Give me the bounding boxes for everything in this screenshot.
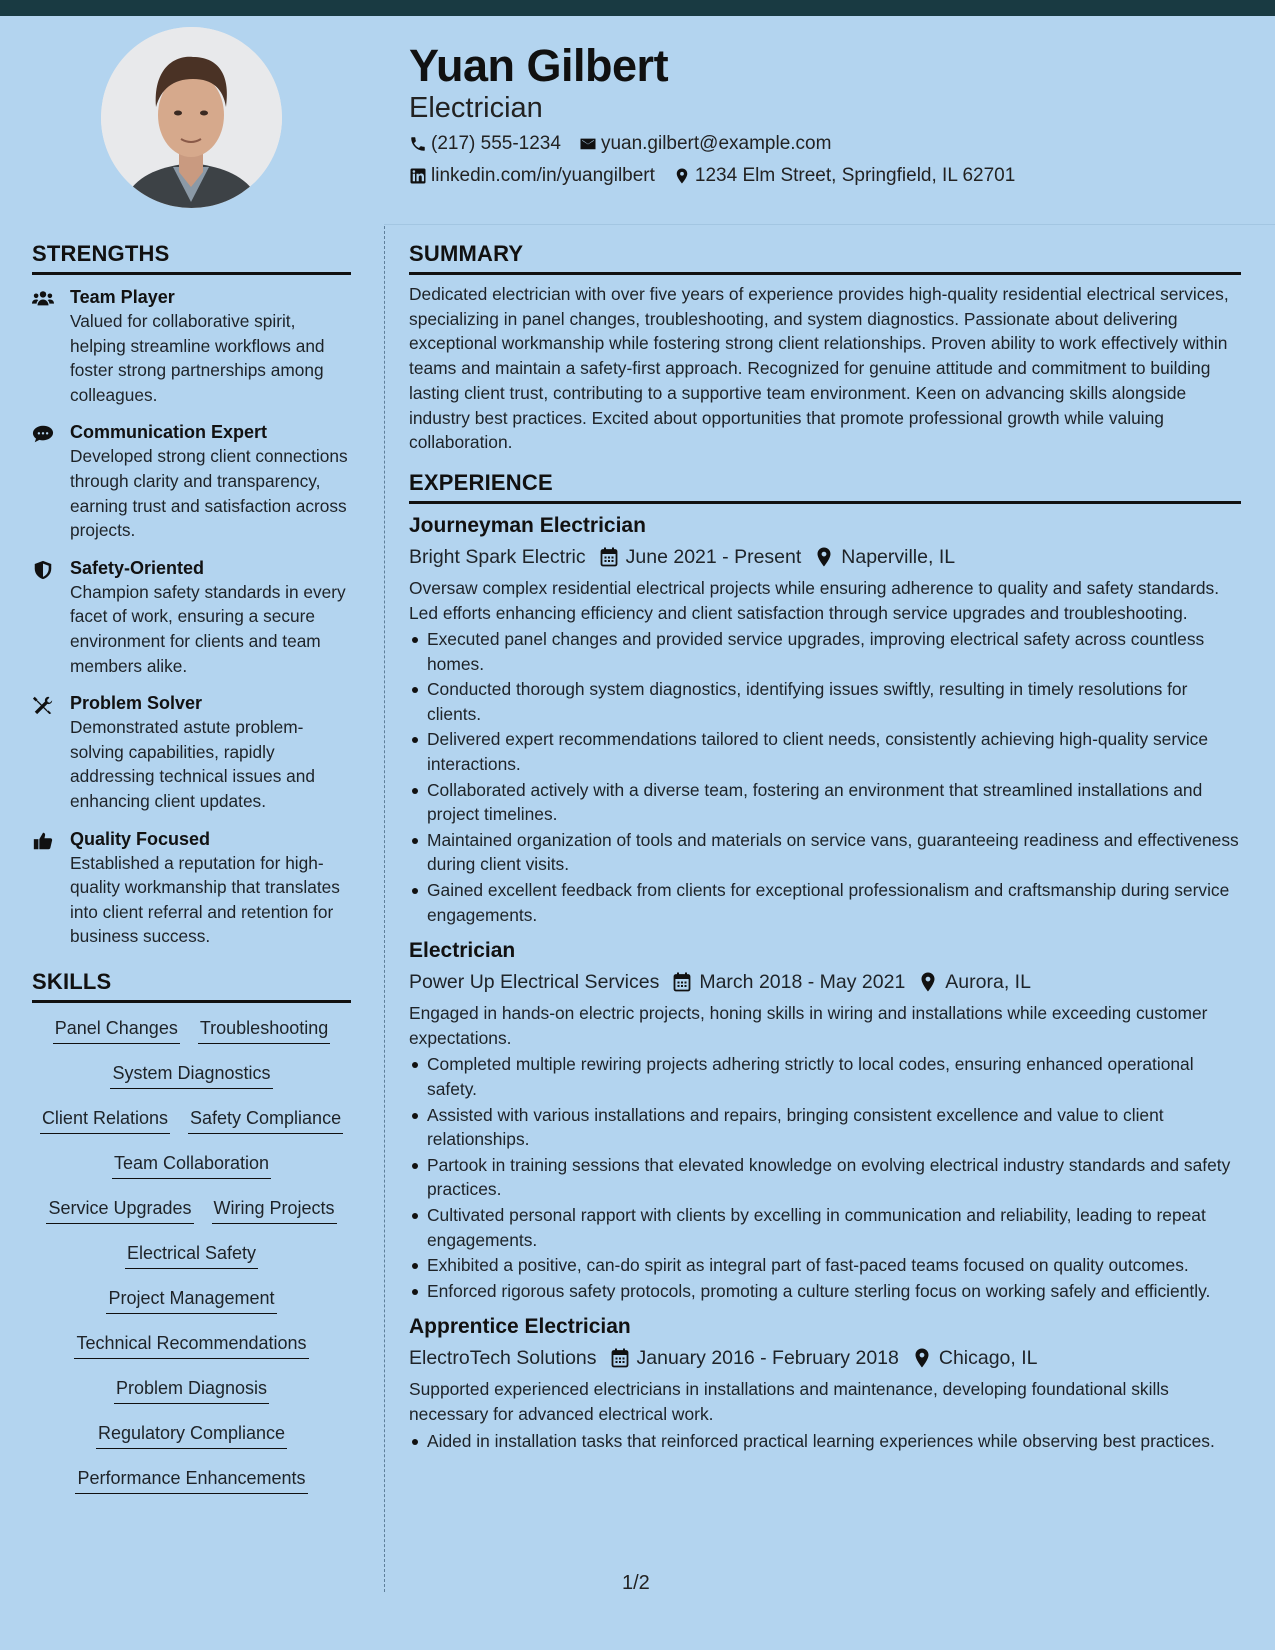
summary-text: Dedicated electrician with over five years of experience provides high-quality residential electrical services, specializing in panel changes, troubleshooting, and system diagnostics. Passionate about delivering exceptional workmanship while fostering strong client relationships. Proven ability to work effectively within teams and maintain a safety-first approach. Recognized for genuine attitude and commitment to building lasting client trust, contributing to a supportive team environment. Keen on advancing skills alongside industry best practices. Excited about opportunities that promote professional growth while valuing collaboration.	[409, 284, 1229, 453]
skill-tag: Regulatory Compliance	[96, 1422, 287, 1449]
contact-email[interactable]	[579, 133, 832, 155]
job-bullets	[409, 627, 1241, 927]
header-divider	[384, 224, 1275, 225]
bullet-item: Conducted thorough system diagnostics, identifying issues swiftly, resulting in timely resolutions for clients.	[409, 677, 1241, 726]
linkedin-text: linkedin.com/in/yuangilbert	[431, 165, 655, 186]
bullet-item: Enforced rigorous safety protocols, promoting a culture sterling focus on working safely and efficiently.	[409, 1279, 1241, 1304]
strengths-list	[32, 285, 351, 949]
job-title: Electrician	[409, 939, 516, 963]
experience-heading: EXPERIENCE	[409, 469, 1241, 504]
email-text: yuan.gilbert@example.com	[600, 133, 832, 154]
column-divider	[384, 226, 385, 1592]
bullet-item: Completed multiple rewiring projects adhering strictly to local codes, ensuring enhanced operational safety.	[409, 1052, 1241, 1101]
phone-text: (217) 555-1234	[431, 133, 561, 154]
phone-icon	[409, 135, 427, 153]
job-bullets	[409, 1052, 1241, 1303]
top-bar	[0, 0, 1275, 16]
skill-tag: Performance Enhancements	[75, 1467, 307, 1494]
contact-row-1	[409, 133, 849, 155]
strength-desc: Demonstrated astute problem-solving capabilities, rapidly addressing technical issues and enhancing client updates.	[70, 717, 315, 811]
profile-photo	[101, 27, 282, 208]
skill-line	[32, 1017, 351, 1062]
job-title: Apprentice Electrician	[409, 1315, 631, 1339]
job-meta	[409, 969, 1241, 995]
skill-tag: Problem Diagnosis	[114, 1377, 269, 1404]
job-meta	[409, 544, 1241, 570]
skill-line	[32, 1242, 351, 1287]
job-company: ElectroTech Solutions	[409, 1347, 597, 1370]
page-number: 1/2	[622, 1572, 650, 1594]
address-text: 1234 Elm Street, Springfield, IL 62701	[694, 165, 1016, 186]
skill-tag: Safety Compliance	[188, 1107, 343, 1134]
envelope-icon	[579, 135, 597, 153]
job-dates: January 2016 - February 2018	[636, 1347, 899, 1370]
skill-tag: Troubleshooting	[198, 1017, 330, 1044]
skill-line	[32, 1062, 351, 1107]
users-icon	[32, 285, 70, 407]
skill-tag: Service Upgrades	[46, 1197, 193, 1224]
contact-row-2	[409, 165, 1033, 187]
strength-name: Problem Solver	[70, 693, 203, 714]
skills-heading: SKILLS	[32, 968, 351, 1003]
job-meta	[409, 1345, 1241, 1371]
skill-line	[32, 1377, 351, 1422]
contact-linkedin[interactable]	[409, 165, 655, 187]
bullet-item: Maintained organization of tools and materials on service vans, guaranteeing readiness and effectiveness during client visits.	[409, 828, 1241, 877]
job-title: Journeyman Electrician	[409, 513, 646, 537]
shield-icon	[32, 556, 70, 678]
summary-heading: SUMMARY	[409, 240, 1241, 275]
thumbs-up-icon	[32, 827, 70, 949]
strength-name: Quality Focused	[70, 828, 211, 849]
strength-item	[32, 827, 351, 949]
strength-item	[32, 556, 351, 678]
skill-tag: Electrical Safety	[125, 1242, 258, 1269]
job-location: Naperville, IL	[841, 545, 956, 568]
job-location: Chicago, IL	[938, 1347, 1038, 1370]
skill-line	[32, 1467, 351, 1512]
skill-tag: Project Management	[106, 1287, 276, 1314]
skill-tag: System Diagnostics	[110, 1062, 272, 1089]
map-marker-icon	[913, 1348, 931, 1368]
job-entry	[409, 512, 1241, 927]
strength-item	[32, 691, 351, 813]
job-entry	[409, 1313, 1241, 1453]
skill-line	[32, 1152, 351, 1197]
job-description: Oversaw complex residential electrical projects while ensuring adherence to quality and safety standards. Led efforts enhancing efficiency and client satisfaction through service upgrades and troubleshooting.	[409, 577, 1220, 623]
calendar-icon	[611, 1348, 629, 1368]
bullet-item: Executed panel changes and provided service upgrades, improving electrical safety across countless homes.	[409, 627, 1241, 676]
skills-list	[32, 1017, 351, 1512]
map-marker-icon	[815, 547, 833, 567]
candidate-name: Yuan Gilbert	[409, 40, 669, 91]
job-location: Aurora, IL	[945, 971, 1031, 994]
skill-line	[32, 1197, 351, 1242]
job-company: Bright Spark Electric	[409, 545, 586, 568]
bullet-item: Exhibited a positive, can-do spirit as integral part of fast-paced teams focused on quality outcomes.	[409, 1253, 1241, 1278]
bullet-item: Aided in installation tasks that reinforced practical learning experiences while observing best practices.	[409, 1429, 1241, 1454]
skill-tag: Team Collaboration	[112, 1152, 271, 1179]
strengths-heading: STRENGTHS	[32, 240, 351, 275]
skill-line	[32, 1107, 351, 1152]
map-marker-icon	[673, 167, 691, 185]
left-column	[32, 240, 351, 1512]
strength-item	[32, 420, 351, 542]
strength-name: Communication Expert	[70, 422, 268, 443]
calendar-icon	[600, 547, 618, 567]
job-bullets	[409, 1429, 1241, 1454]
job-company: Power Up Electrical Services	[409, 971, 660, 994]
job-dates: March 2018 - May 2021	[699, 971, 906, 994]
job-description: Supported experienced electricians in installations and maintenance, developing foundational skills necessary for advanced electrical work.	[409, 1379, 1169, 1424]
skill-tag: Panel Changes	[53, 1017, 180, 1044]
bullet-item: Cultivated personal rapport with clients by excelling in communication and reliability, leading to repeat engagements.	[409, 1203, 1241, 1252]
contact-phone[interactable]	[409, 133, 561, 155]
skill-tag: Technical Recommendations	[74, 1332, 308, 1359]
bullet-item: Delivered expert recommendations tailored to client needs, consistently achieving high-quality service interactions.	[409, 727, 1241, 776]
contact-address	[673, 165, 1015, 187]
bullet-item: Gained excellent feedback from clients for exceptional professionalism and craftsmanship during service engagements.	[409, 878, 1241, 927]
strength-desc: Established a reputation for high-quality workmanship that translates into client referral and retention for business success.	[70, 852, 340, 947]
calendar-icon	[673, 972, 691, 992]
right-column	[409, 240, 1241, 1454]
skill-line	[32, 1422, 351, 1467]
job-description: Engaged in hands-on electric projects, honing skills in wiring and installations while exceeding customer expectations.	[409, 1003, 1208, 1048]
tools-icon	[32, 691, 70, 813]
bullet-item: Assisted with various installations and repairs, bringing consistent excellence and value to client relationships.	[409, 1103, 1241, 1152]
strength-desc: Valued for collaborative spirit, helping streamline workflows and foster strong partnerships among colleagues.	[70, 311, 325, 405]
skill-tag: Wiring Projects	[212, 1197, 337, 1224]
comment-icon	[32, 420, 70, 542]
strength-item	[32, 285, 351, 407]
candidate-title: Electrician	[409, 92, 543, 124]
skill-line	[32, 1287, 351, 1332]
strength-desc: Developed strong client connections through clarity and transparency, earning trust and satisfaction across projects.	[70, 446, 348, 541]
map-marker-icon	[919, 972, 937, 992]
job-entry	[409, 937, 1241, 1303]
strength-desc: Champion safety standards in every facet of work, ensuring a secure environment for clients and team members alike.	[70, 581, 346, 676]
bullet-item: Partook in training sessions that elevated knowledge on evolving electrical industry standards and safety practices.	[409, 1153, 1241, 1202]
job-dates: June 2021 - Present	[625, 545, 802, 568]
linkedin-icon	[409, 167, 427, 185]
skill-tag: Client Relations	[40, 1107, 170, 1134]
strength-name: Team Player	[70, 287, 175, 307]
bullet-item: Collaborated actively with a diverse team, fostering an environment that streamlined installations and project timelines.	[409, 778, 1241, 827]
strength-name: Safety-Oriented	[70, 557, 205, 578]
skill-line	[32, 1332, 351, 1377]
